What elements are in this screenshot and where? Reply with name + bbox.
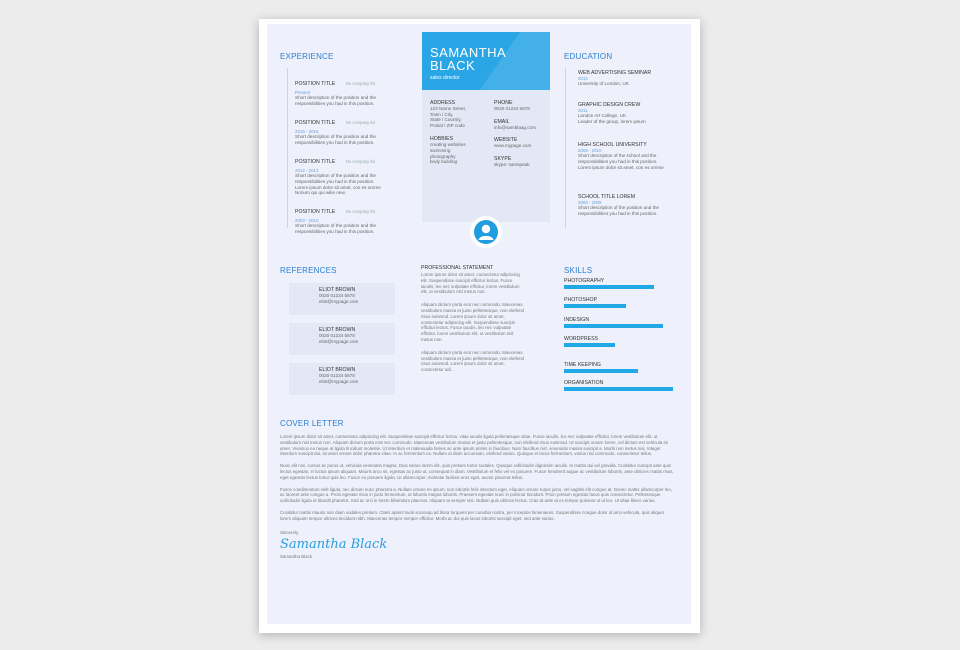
reference-card [289, 283, 395, 315]
job-subtitle: sales director [430, 75, 460, 81]
experience-company: No company ltd [345, 209, 375, 214]
education-item [578, 70, 688, 87]
person-icon [474, 220, 498, 244]
reference-phone: 0020 01234 5678 [319, 333, 355, 338]
hobbies-label: HOBBIES [430, 136, 454, 143]
skill-bar-fill [564, 369, 638, 373]
experience-item [295, 72, 405, 107]
reference-name: ELIOT BROWN [319, 367, 356, 373]
phone-value: 0020 01234 5678 [494, 106, 530, 111]
experience-desc: Nonum qui qui wike new. [295, 190, 346, 196]
printed-name: Samantha Black [280, 554, 312, 560]
experience-divider [287, 68, 288, 228]
experience-item [295, 200, 405, 235]
skill-label: PHOTOSHOP [564, 297, 598, 303]
experience-title: POSITION TITLE [295, 209, 336, 215]
experience-dates: 2015 - 2016 [295, 129, 319, 134]
address-line: State / Country, [430, 117, 462, 123]
skill-bar-track [564, 324, 674, 328]
signature: Samantha Black [280, 537, 388, 553]
address-label: ADDRESS [430, 100, 456, 106]
skype-value: skype: samspeak [494, 161, 530, 167]
education-detail: University of London, UK [578, 81, 629, 87]
candidate-name [430, 46, 506, 72]
cover-letter-paragraph: Nunc elit nisi, cursus ac purus ut, vehicula venenatis magna. Duis varius lorem elit, quis pretium tortor sodales. Quisque sollicitudin dignissim iaculis. In mattis dui vel gravida. Curabitur suscipit ante quis lectus egestas, in luctus ipsum aliquam. Mauris arcu mi, egestas ac justo ut, consequat in diam. Vestibulum et felis vel ex posuere. Fusce hendrerit augue ac vestibulum lobortis, ante ultricies mattis risus, eget egestas lectus tortor quis leo. Fusce eu posuere ligula. Ut ullamcorper, molestie facilisis eros eget, auctor placerat tellus. [280, 463, 674, 480]
experience-dates: 2012 - 2013 [295, 168, 319, 173]
email-label: EMAIL [494, 118, 510, 125]
education-title: HIGH SCHOOL UNIVERSITY [578, 142, 647, 148]
education-detail: responsibilities you had in this position. [578, 211, 658, 216]
reference-name: ELIOT BROWN [319, 287, 356, 293]
hobby-item: body building [430, 159, 458, 165]
skill-label: INDESIGN [564, 317, 590, 323]
cover-letter-body [280, 434, 676, 560]
education-dates: 2008 - 2010 [578, 148, 602, 153]
skype-label: SKYPE [494, 155, 512, 162]
skill-label: PHOTOGRAPHY [564, 278, 605, 284]
experience-title: POSITION TITLE [295, 81, 336, 87]
address-line: Town / City, [430, 111, 454, 117]
reference-email: eliot@mypage.com [319, 298, 359, 304]
experience-desc: responsibilities you had in this position. [295, 140, 375, 145]
experience-title: POSITION TITLE [295, 159, 336, 165]
experience-company: No company ltd [345, 81, 375, 86]
education-detail: Short description of the position and the [578, 205, 659, 211]
references-heading: REFERENCES [280, 266, 337, 275]
cover-letter-heading: COVER LETTER [280, 419, 344, 428]
experience-dates: Present [295, 90, 311, 95]
skill-label: ORGANISATION [564, 380, 604, 386]
statement-paragraph: Aliquam dictum porta erat nec commodo. Maecenas vestibulum massa et justo pellentesque, non eleifend risus euismod. Lorem ipsum dolor sit amet, consectetur adi. [421, 349, 524, 373]
education-title: SCHOOL TITLE LOREM [578, 194, 636, 200]
address-line: Postal / ZIP code [430, 122, 465, 128]
address-line: 123 Name Street, [430, 106, 467, 111]
education-title: GRAPHIC DESIGN CREW [578, 102, 641, 108]
education-dates: 2009 - 2009 [578, 200, 602, 205]
education-heading: EDUCATION [564, 52, 613, 61]
statement-heading: PROFESSIONAL STATEMENT [421, 265, 494, 271]
reference-phone: 0020 01234 5678 [319, 373, 355, 378]
experience-desc: Short description of the position and the [295, 223, 376, 229]
skill-bar-track [564, 304, 674, 308]
reference-phone: 0020 01234 5678 [319, 293, 355, 298]
hobby-item: creating websites [430, 142, 466, 148]
website-label: WEBSITE [494, 137, 518, 144]
experience-desc: Lorem ipsum dolor sit amet, con es ornme [295, 184, 381, 190]
experience-company: No company ltd [345, 159, 375, 164]
experience-desc: Short description of the position and the [295, 173, 376, 179]
skill-bar-fill [564, 324, 663, 328]
email-value: info@samblaag.com [494, 124, 536, 130]
experience-desc: responsibilities you had in this position. [295, 179, 375, 184]
reference-email: eliot@mypage.com [319, 338, 359, 344]
reference-name: ELIOT BROWN [319, 327, 356, 333]
cover-letter-paragraph: Curabitur mattis mauris non diam sodales pretium. Class aptent taciti sociosqu ad litora torquent per conubia nostra, per inceptos himenaeos. Suspendisse congue dolor id arcu vehicula, quis aliquet lorem aliquam tempor ultrices tincidunt nibh. Maecenas tempor semper efficitur. Morbi ac dui quis lacus lobortis suscipit eget, sed ante varius. [280, 509, 664, 521]
professional-statement [421, 265, 525, 373]
experience-heading: EXPERIENCE [280, 52, 334, 61]
skill-bar-fill [564, 304, 626, 308]
experience-desc: responsibilities you had in this position. [295, 101, 375, 106]
cover-letter-paragraph: Fusce condimentum velit ligula, nec dictum nunc pharetra a. Nullam ornare mi ipsum, non lobortis felis interdum eget. Aliquam ornare turpis justo, vel sagittis elit congue at. Donec mattis ullamcorper leo, ac laoreet ante congue a. Proin egestas risus in justo fermentum, ut lobortis magna lobortis. Praesent egestas nunc in pulvinar tincidunt. Proin pretium egestas lacus quis consectetur. Pellentesque sollicitudin ligula et blandit pharetra. Sed ac orci in lorem bibendum placerat. Aliquam at semper nisi. Nullam quis ultrices lectus. Cras at ante at ex tempor pulvinar ut ut leo. Ut vitae libero varius. [280, 486, 672, 504]
statement-paragraph: Lorem ipsum dolor sit amet, consectetur adipiscing elit. Suspendisse suscipit efficitur lectus. Fusce iaculis, leo nec vulputate efficitur, lorem vestibulum elit, ut vestibulum nisl metus non. [421, 272, 520, 295]
education-detail: responsibilities you had in this position. [578, 159, 658, 164]
experience-desc: responsibilities you had in this position. [295, 229, 375, 234]
resume-background [267, 24, 691, 624]
education-detail: Lorem ipsum dolor sit amet, con es ornme [578, 164, 664, 170]
education-item [578, 102, 688, 125]
cover-letter-paragraph: Lorem ipsum dolor sit amet, consectetur adipiscing elit. Suspendisse suscipit efficitur lectus, vitae iaculis ligula pellentesque vitae. Fusce iaculis, leo nec vulputate efficitur, lorem vestibulum elit, ut vestibulum nisl metus non. Aliquam dictum porta erat nec commodo. Maecenas vestibulum massa et justo pellentesque, non eleifend risus euismod. Ut suscipit ornare lorem, vel dictum est vehicula sit amet. Vivamus eu neque at ligula tincidunt molestie. Ut interdum et malesuada fames ac ante ipsum primis in faucibus. Nam faucibus nisl, venenatis massa suscipit a. Morbi non metus nisi. Integer interdum suscipit dui, sit amet ornare dolor pharetra vitae. In ac fermentum ex. Nullam at diam accumsan, eleifend varius. Quisque et lacus fermentum, varius nisi commodo, consectetur tellus. [280, 434, 668, 457]
reference-email: eliot@mypage.com [319, 378, 359, 384]
experience-item [295, 111, 405, 146]
skill-bar-fill [564, 343, 615, 347]
reference-card [289, 363, 395, 395]
experience-dates: 2003 - 2010 [295, 218, 319, 223]
education-item [578, 194, 688, 217]
experience-desc: Short description of the position and the [295, 95, 376, 101]
last-name: BLACK [430, 58, 476, 73]
education-dates: 2011 [578, 108, 588, 113]
education-detail: Leader of the group, lorem ipsum [578, 119, 646, 124]
skill-bar-track [564, 387, 674, 391]
experience-company: No company ltd [345, 120, 375, 125]
skill-bar-fill [564, 387, 673, 391]
skill-bar-fill [564, 285, 654, 289]
reference-card [289, 323, 395, 355]
education-dates: 2015 [578, 76, 588, 81]
education-item [578, 142, 688, 170]
experience-title: POSITION TITLE [295, 120, 336, 126]
skill-bar-track [564, 285, 674, 289]
phone-label: PHONE [494, 100, 513, 106]
statement-paragraph: Aliquam dictum porta erat nec commodo. Maecenas vestibulum massa et justo pellentesque, non eleifend risus euismod. Lorem ipsum dolor sit amet, consectetur adipiscing elit. Suspendisse suscipit efficitur lectus. Fusce iaculis, leo nec vulputate efficitur, lorem vestibulum elit, ut vestibulum nisl metus non. [421, 302, 524, 342]
education-title: WEB ADVERTISING SEMINAR [578, 70, 652, 76]
hobby-item: photography [430, 153, 456, 159]
experience-desc: Short description of the position and the [295, 134, 376, 140]
skill-label: WORDPRESS [564, 336, 599, 342]
website-value: www.mypage.com [494, 143, 532, 149]
resume-page [259, 19, 700, 633]
skill-bar-track [564, 343, 674, 347]
contact-panel [422, 90, 550, 222]
closing-line: Sincerely, [280, 529, 299, 535]
name-header [422, 32, 550, 90]
skill-bar-track [564, 369, 674, 373]
education-divider [565, 68, 566, 228]
first-name: SAMANTHA [430, 45, 507, 60]
skill-label: TIME KEEPING [564, 362, 601, 368]
skills-heading: SKILLS [564, 266, 593, 275]
education-detail: Short description of the school and the [578, 153, 657, 159]
education-detail: London Art College, UK [578, 113, 627, 119]
hobby-item: swimming [430, 147, 451, 153]
experience-item [295, 150, 405, 196]
avatar [470, 216, 502, 248]
